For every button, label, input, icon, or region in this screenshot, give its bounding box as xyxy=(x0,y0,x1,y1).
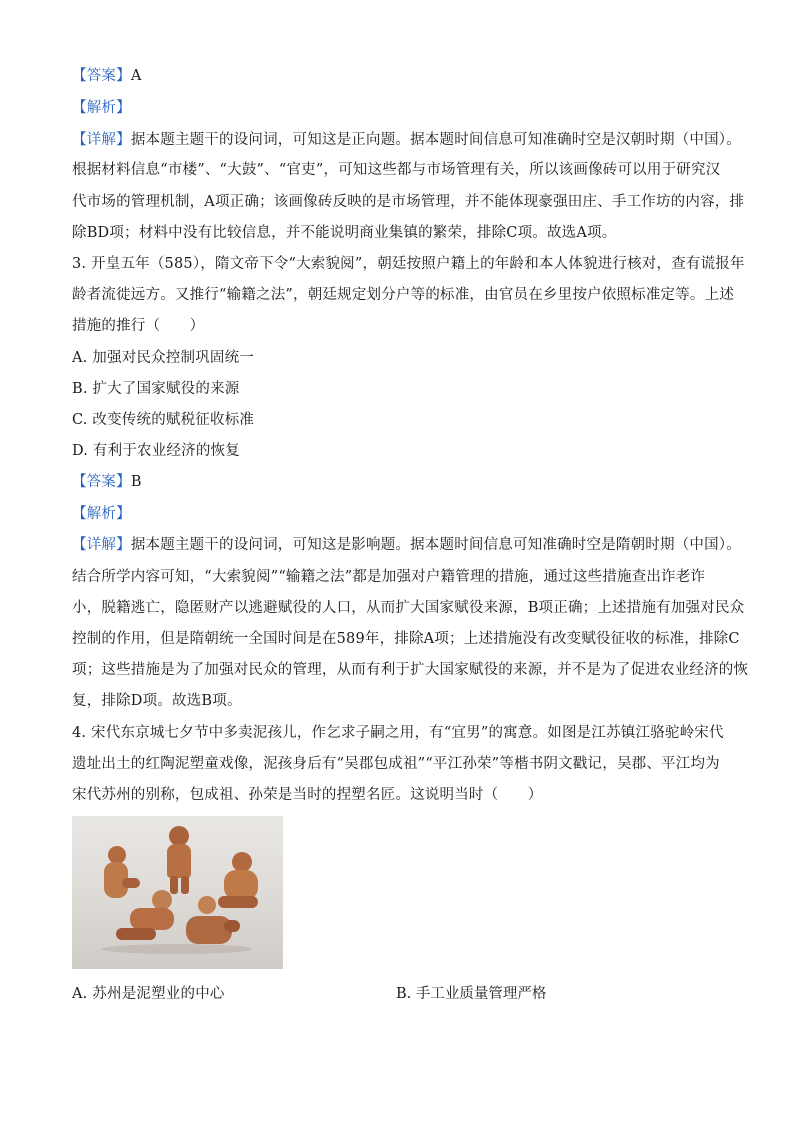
answer-value: A xyxy=(130,68,142,84)
q3-answer xyxy=(72,472,722,492)
q2-detail-line-3: 代市场的管理机制，A项正确；该画像砖反映的是市场管理，并不能体现豪强田庄、手工作坊的内容，排 xyxy=(72,194,745,210)
q2-analysis-tag: 【解析】 xyxy=(72,100,131,116)
q3-detail-line-3: 小，脱籍逃亡，隐匿财产以逃避赋役的人口，从而扩大国家赋役来源，B项正确；上述措施有加强对民众 xyxy=(72,600,745,616)
q4-stem-line-2: 遗址出土的红陶泥塑童戏像，泥孩身后有“吴郡包成祖”“平江孙荣”等楷书阴文戳记，吴郡、平江均为 xyxy=(72,756,720,772)
q2-detail-line-2: 根据材料信息“市楼”、“大鼓”、“官吏”，可知这些都与市场管理有关，所以该画像砖可以用于研究汉 xyxy=(72,162,721,178)
q3-detail-line-1 xyxy=(72,535,741,555)
q3-option-b: B. 扩大了国家赋役的来源 xyxy=(72,381,240,397)
q4-stem-line-1: 4. 宋代东京城七夕节中多卖泥孩儿，作乞求子嗣之用，有“宜男”的寓意。如图是江苏镇江骆驼岭宋代 xyxy=(72,725,724,741)
q3-stem-line-1: 3. 开皇五年（585），隋文帝下令“大索貌阅”，朝廷按照户籍上的年龄和本人体貌进行核对，查有谎报年 xyxy=(72,256,745,272)
q4-stem-line-3: 宋代苏州的别称，包成祖、孙荣是当时的捏塑名匠。这说明当时（ ） xyxy=(72,787,543,803)
detail-text: 据本题主题干的设问词，可知这是正向题。据本题时间信息可知准确时空是汉朝时期（中国）。 xyxy=(130,132,741,148)
detail-tag: 【详解】 xyxy=(72,132,131,148)
q3-analysis-tag: 【解析】 xyxy=(72,506,131,522)
q3-detail-line-5: 项；这些措施是为了加强对民众的管理，从而有利于扩大国家赋役的来源，并不是为了促进农业经济的恢 xyxy=(72,662,749,678)
q3-option-a: A. 加强对民众控制巩固统一 xyxy=(72,350,254,366)
clay-figurines-photo xyxy=(72,816,283,969)
q3-detail-line-6: 复，排除D项。故选B项。 xyxy=(72,693,242,709)
answer-tag: 【答案】 xyxy=(72,474,131,490)
answer-tag: 【答案】 xyxy=(72,68,131,84)
q3-detail-line-2: 结合所学内容可知，“大索貌阅”“输籍之法”都是加强对户籍管理的措施，通过这些措施查出诈老诈 xyxy=(72,569,706,585)
answer-value: B xyxy=(130,474,142,490)
q3-option-c: C. 改变传统的赋税征收标准 xyxy=(72,412,255,428)
q3-stem-line-2: 龄者流徙远方。又推行“输籍之法”，朝廷规定划分户等的标准，由官员在乡里按户依照标准定等。上述 xyxy=(72,287,735,303)
q4-option-a: A. 苏州是泥塑业的中心 xyxy=(72,986,225,1002)
q2-detail-line-1 xyxy=(72,130,741,150)
detail-text: 据本题主题干的设问词，可知这是影响题。据本题时间信息可知准确时空是隋朝时期（中国）。 xyxy=(130,537,741,553)
detail-tag: 【详解】 xyxy=(72,537,131,553)
q3-option-d: D. 有利于农业经济的恢复 xyxy=(72,443,240,459)
q3-stem-line-3: 措施的推行（ ） xyxy=(72,318,205,334)
q4-option-b: B. 手工业质量管理严格 xyxy=(396,986,547,1002)
q2-answer xyxy=(72,66,722,86)
q2-detail-line-4: 除BD项；材料中没有比较信息，并不能说明商业集镇的繁荣，排除C项。故选A项。 xyxy=(72,225,617,241)
q3-detail-line-4: 控制的作用，但是隋朝统一全国时间是在589年，排除A项；上述措施没有改变赋役征收的标准，排除C xyxy=(72,631,740,647)
